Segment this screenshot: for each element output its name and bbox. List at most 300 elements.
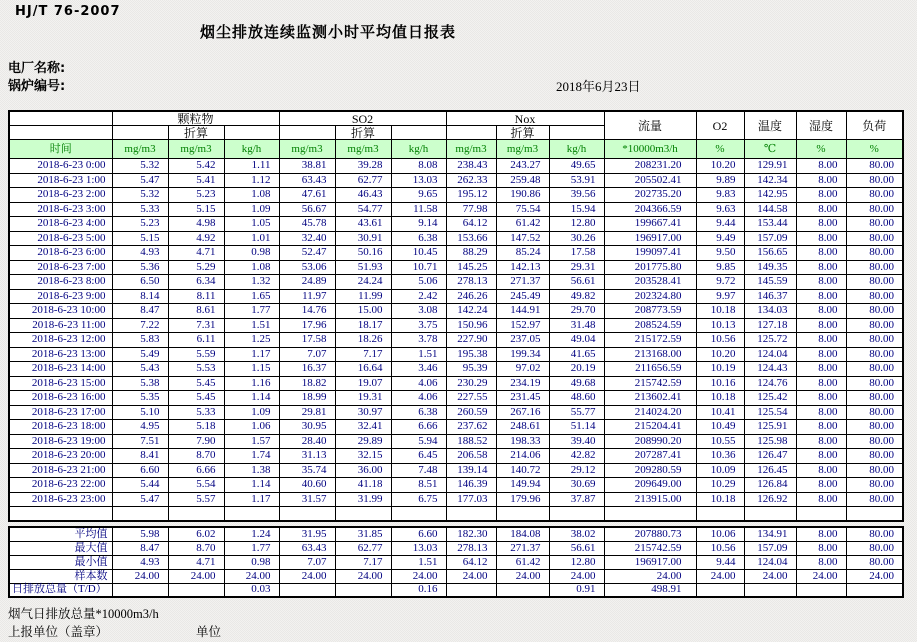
empty-cell: [846, 507, 903, 522]
standard-code: HJ/T 76-2007: [15, 4, 121, 19]
pm-rate-cell: 0.98: [224, 555, 279, 569]
humidity-cell: 8.00: [796, 217, 846, 232]
pm-cell: 24.00: [112, 569, 168, 583]
so2-converted-cell: 29.89: [335, 434, 391, 449]
time-cell: 2018-6-23 8:00: [9, 275, 112, 290]
so2-rate-cell: 10.71: [391, 260, 446, 275]
pm-cell: [112, 583, 168, 597]
load-cell: 80.00: [846, 347, 903, 362]
flow-cell: 208773.59: [604, 304, 696, 319]
so2-rate-cell: 1.51: [391, 555, 446, 569]
nox-converted-cell: 75.54: [496, 202, 549, 217]
pm-cell: 8.14: [112, 289, 168, 304]
header-humidity: 湿度: [796, 111, 846, 140]
flue-gas-daily-total-label: 烟气日排放总量*10000m3/h: [8, 607, 159, 621]
so2-converted-cell: 46.43: [335, 188, 391, 203]
empty-cell: [279, 507, 335, 522]
nox-converted-cell: [496, 583, 549, 597]
pm-rate-cell: 1.14: [224, 391, 279, 406]
nox-rate-cell: 31.48: [549, 318, 604, 333]
so2-cell: 24.00: [279, 569, 335, 583]
so2-rate-cell: 0.16: [391, 583, 446, 597]
header-time: 时间: [9, 140, 112, 159]
pm-rate-cell: 1.08: [224, 260, 279, 275]
temperature-cell: 129.91: [744, 159, 796, 174]
so2-cell: 32.40: [279, 231, 335, 246]
nox-cell: 139.14: [446, 463, 496, 478]
so2-converted-cell: 15.00: [335, 304, 391, 319]
load-cell: 80.00: [846, 405, 903, 420]
flow-cell: 209649.00: [604, 478, 696, 493]
load-cell: 80.00: [846, 304, 903, 319]
pm-rate-cell: 1.06: [224, 420, 279, 435]
flow-cell: 205502.41: [604, 173, 696, 188]
summary-label-cell: 样本数: [9, 569, 112, 583]
o2-cell: 10.56: [696, 541, 744, 555]
humidity-cell: 8.00: [796, 202, 846, 217]
so2-cell: 53.06: [279, 260, 335, 275]
flow-cell: 201775.80: [604, 260, 696, 275]
flow-cell: 211656.59: [604, 362, 696, 377]
temperature-cell: 144.58: [744, 202, 796, 217]
pm-rate-cell: 1.57: [224, 434, 279, 449]
o2-cell: 10.49: [696, 420, 744, 435]
time-cell: 2018-6-23 10:00: [9, 304, 112, 319]
so2-converted-cell: 36.00: [335, 463, 391, 478]
nox-cell: 227.55: [446, 391, 496, 406]
temperature-cell: 127.18: [744, 318, 796, 333]
header-unit: %: [796, 140, 846, 159]
pm-rate-cell: 1.12: [224, 173, 279, 188]
hourly-row: [9, 492, 903, 507]
so2-converted-cell: 16.64: [335, 362, 391, 377]
so2-cell: 56.67: [279, 202, 335, 217]
hourly-row: [9, 231, 903, 246]
pm-converted-cell: 8.11: [168, 289, 224, 304]
pm-cell: 6.50: [112, 275, 168, 290]
so2-cell: 38.81: [279, 159, 335, 174]
summary-row: [9, 555, 903, 569]
time-cell: 2018-6-23 6:00: [9, 246, 112, 261]
pm-converted-cell: 4.71: [168, 246, 224, 261]
hourly-row: [9, 347, 903, 362]
so2-rate-cell: 6.60: [391, 527, 446, 541]
load-cell: 80.00: [846, 289, 903, 304]
header-particulate: 颗粒物: [112, 111, 279, 126]
nox-cell: 77.98: [446, 202, 496, 217]
nox-rate-cell: 30.26: [549, 231, 604, 246]
flow-cell: 208990.20: [604, 434, 696, 449]
so2-cell: 45.78: [279, 217, 335, 232]
report-date: 2018年6月23日: [556, 79, 641, 94]
header-load: 负荷: [846, 111, 903, 140]
pm-converted-cell: 5.29: [168, 260, 224, 275]
header-unit: kg/h: [224, 140, 279, 159]
nox-rate-cell: 51.14: [549, 420, 604, 435]
time-cell: 2018-6-23 19:00: [9, 434, 112, 449]
humidity-cell: 8.00: [796, 434, 846, 449]
o2-cell: 10.06: [696, 527, 744, 541]
empty-cell: [224, 126, 279, 140]
nox-cell: 153.66: [446, 231, 496, 246]
so2-converted-cell: 24.00: [335, 569, 391, 583]
nox-rate-cell: 48.60: [549, 391, 604, 406]
nox-rate-cell: 24.00: [549, 569, 604, 583]
nox-converted-cell: 198.33: [496, 434, 549, 449]
flow-cell: 196917.00: [604, 555, 696, 569]
humidity-cell: 8.00: [796, 159, 846, 174]
o2-cell: 9.72: [696, 275, 744, 290]
nox-cell: 142.24: [446, 304, 496, 319]
header-unit: kg/h: [549, 140, 604, 159]
so2-converted-cell: 41.18: [335, 478, 391, 493]
time-cell: 2018-6-23 12:00: [9, 333, 112, 348]
hourly-row: [9, 420, 903, 435]
humidity-cell: 8.00: [796, 463, 846, 478]
empty-cell: [279, 126, 335, 140]
header-unit: mg/m3: [168, 140, 224, 159]
o2-cell: 10.18: [696, 391, 744, 406]
o2-cell: 10.09: [696, 463, 744, 478]
humidity-cell: 8.00: [796, 246, 846, 261]
summary-row: [9, 527, 903, 541]
hourly-row: [9, 202, 903, 217]
so2-converted-cell: 18.26: [335, 333, 391, 348]
header-nox: Nox: [446, 111, 604, 126]
load-cell: 80.00: [846, 478, 903, 493]
temperature-cell: 24.00: [744, 569, 796, 583]
o2-cell: 9.50: [696, 246, 744, 261]
temperature-cell: 124.04: [744, 555, 796, 569]
load-cell: 80.00: [846, 362, 903, 377]
pm-cell: 5.83: [112, 333, 168, 348]
hourly-row: [9, 304, 903, 319]
o2-cell: 10.55: [696, 434, 744, 449]
so2-converted-cell: 31.99: [335, 492, 391, 507]
so2-cell: 14.76: [279, 304, 335, 319]
o2-cell: 10.18: [696, 304, 744, 319]
so2-rate-cell: 24.00: [391, 569, 446, 583]
load-cell: 80.00: [846, 527, 903, 541]
nox-converted-cell: 142.13: [496, 260, 549, 275]
so2-cell: 18.99: [279, 391, 335, 406]
humidity-cell: 8.00: [796, 405, 846, 420]
empty-cell: [391, 507, 446, 522]
temperature-cell: 125.42: [744, 391, 796, 406]
humidity-cell: 8.00: [796, 555, 846, 569]
pm-cell: 8.47: [112, 541, 168, 555]
so2-rate-cell: 8.08: [391, 159, 446, 174]
humidity-cell: 8.00: [796, 347, 846, 362]
so2-converted-cell: 50.16: [335, 246, 391, 261]
pm-rate-cell: 24.00: [224, 569, 279, 583]
pm-rate-cell: 0.03: [224, 583, 279, 597]
so2-rate-cell: 6.66: [391, 420, 446, 435]
temperature-cell: 125.54: [744, 405, 796, 420]
nox-converted-cell: 61.42: [496, 555, 549, 569]
pm-cell: 8.47: [112, 304, 168, 319]
empty-cell: [604, 507, 696, 522]
so2-cell: 7.07: [279, 555, 335, 569]
nox-converted-cell: 190.86: [496, 188, 549, 203]
o2-cell: 10.18: [696, 492, 744, 507]
load-cell: 80.00: [846, 173, 903, 188]
flow-cell: 202735.20: [604, 188, 696, 203]
so2-cell: 35.74: [279, 463, 335, 478]
nox-cell: 150.96: [446, 318, 496, 333]
nox-cell: 145.25: [446, 260, 496, 275]
so2-cell: [279, 583, 335, 597]
pm-cell: 5.98: [112, 527, 168, 541]
pm-cell: 5.38: [112, 376, 168, 391]
header-converted: 折算: [335, 126, 391, 140]
nox-converted-cell: 24.00: [496, 569, 549, 583]
pm-converted-cell: 4.98: [168, 217, 224, 232]
load-cell: 80.00: [846, 391, 903, 406]
temperature-cell: 134.91: [744, 527, 796, 541]
nox-cell: 238.43: [446, 159, 496, 174]
header-converted: 折算: [168, 126, 224, 140]
nox-cell: 278.13: [446, 275, 496, 290]
empty-cell: [549, 507, 604, 522]
nox-rate-cell: 56.61: [549, 541, 604, 555]
nox-rate-cell: 41.65: [549, 347, 604, 362]
nox-rate-cell: 49.04: [549, 333, 604, 348]
so2-cell: 7.07: [279, 347, 335, 362]
load-cell: 80.00: [846, 449, 903, 464]
flow-cell: 214024.20: [604, 405, 696, 420]
pm-rate-cell: 1.51: [224, 318, 279, 333]
hourly-row: [9, 463, 903, 478]
so2-cell: 52.47: [279, 246, 335, 261]
pm-converted-cell: 8.61: [168, 304, 224, 319]
load-cell: 80.00: [846, 541, 903, 555]
humidity-cell: 8.00: [796, 318, 846, 333]
time-cell: 2018-6-23 15:00: [9, 376, 112, 391]
temperature-cell: 126.84: [744, 478, 796, 493]
temperature-cell: 124.04: [744, 347, 796, 362]
nox-converted-cell: 140.72: [496, 463, 549, 478]
nox-converted-cell: 147.52: [496, 231, 549, 246]
temperature-cell: 126.47: [744, 449, 796, 464]
flow-cell: 196917.00: [604, 231, 696, 246]
nox-rate-cell: 29.31: [549, 260, 604, 275]
so2-converted-cell: 30.97: [335, 405, 391, 420]
load-cell: 80.00: [846, 275, 903, 290]
pm-cell: 5.47: [112, 492, 168, 507]
pm-converted-cell: 7.31: [168, 318, 224, 333]
blank-row: [9, 507, 903, 522]
so2-rate-cell: 6.45: [391, 449, 446, 464]
nox-converted-cell: 144.91: [496, 304, 549, 319]
pm-converted-cell: [168, 583, 224, 597]
nox-converted-cell: 271.37: [496, 275, 549, 290]
time-cell: 2018-6-23 1:00: [9, 173, 112, 188]
pm-converted-cell: 6.66: [168, 463, 224, 478]
nox-rate-cell: 49.65: [549, 159, 604, 174]
flow-cell: 213602.41: [604, 391, 696, 406]
so2-rate-cell: 9.14: [391, 217, 446, 232]
nox-rate-cell: 0.91: [549, 583, 604, 597]
header-unit: kg/h: [391, 140, 446, 159]
unit-label: 单位: [196, 625, 222, 639]
so2-cell: 40.60: [279, 478, 335, 493]
so2-converted-cell: 30.91: [335, 231, 391, 246]
report-title: 烟尘排放连续监测小时平均值日报表: [200, 23, 457, 41]
pm-converted-cell: 7.90: [168, 434, 224, 449]
o2-cell: 9.89: [696, 173, 744, 188]
flow-cell: 215742.59: [604, 541, 696, 555]
hourly-row: [9, 275, 903, 290]
header-temperature: 温度: [744, 111, 796, 140]
so2-converted-cell: 54.77: [335, 202, 391, 217]
header-unit: mg/m3: [446, 140, 496, 159]
nox-rate-cell: 17.58: [549, 246, 604, 261]
time-cell: 2018-6-23 9:00: [9, 289, 112, 304]
o2-cell: 10.16: [696, 376, 744, 391]
so2-cell: 31.57: [279, 492, 335, 507]
header-unit: %: [846, 140, 903, 159]
hourly-row: [9, 260, 903, 275]
so2-cell: 31.13: [279, 449, 335, 464]
nox-converted-cell: 231.45: [496, 391, 549, 406]
flow-cell: 208231.20: [604, 159, 696, 174]
o2-cell: 9.49: [696, 231, 744, 246]
load-cell: 80.00: [846, 434, 903, 449]
flow-cell: 215172.59: [604, 333, 696, 348]
flow-cell: 209280.59: [604, 463, 696, 478]
so2-converted-cell: 31.85: [335, 527, 391, 541]
hourly-row: [9, 405, 903, 420]
pm-rate-cell: 1.15: [224, 362, 279, 377]
load-cell: 80.00: [846, 202, 903, 217]
hourly-row: [9, 376, 903, 391]
flow-cell: 199097.41: [604, 246, 696, 261]
summary-row: [9, 541, 903, 555]
so2-rate-cell: 5.94: [391, 434, 446, 449]
pm-rate-cell: 1.17: [224, 347, 279, 362]
temperature-cell: 157.09: [744, 231, 796, 246]
so2-cell: 63.43: [279, 173, 335, 188]
time-cell: 2018-6-23 0:00: [9, 159, 112, 174]
flow-cell: 204366.59: [604, 202, 696, 217]
temperature-cell: 157.09: [744, 541, 796, 555]
temperature-cell: 125.98: [744, 434, 796, 449]
nox-converted-cell: 259.48: [496, 173, 549, 188]
summary-table: [8, 526, 904, 598]
hourly-row: [9, 362, 903, 377]
time-cell: 2018-6-23 2:00: [9, 188, 112, 203]
so2-rate-cell: 6.75: [391, 492, 446, 507]
empty-cell: [9, 126, 112, 140]
pm-rate-cell: 1.08: [224, 188, 279, 203]
pm-converted-cell: 5.33: [168, 405, 224, 420]
humidity-cell: 8.00: [796, 304, 846, 319]
load-cell: 24.00: [846, 569, 903, 583]
nox-cell: 195.12: [446, 188, 496, 203]
flow-cell: 213168.00: [604, 347, 696, 362]
nox-rate-cell: 30.69: [549, 478, 604, 493]
pm-converted-cell: 5.23: [168, 188, 224, 203]
time-cell: 2018-6-23 4:00: [9, 217, 112, 232]
pm-cell: 8.41: [112, 449, 168, 464]
pm-converted-cell: 5.54: [168, 478, 224, 493]
nox-converted-cell: 245.49: [496, 289, 549, 304]
so2-rate-cell: 8.51: [391, 478, 446, 493]
empty-cell: [224, 507, 279, 522]
pm-cell: 7.22: [112, 318, 168, 333]
so2-rate-cell: 13.03: [391, 541, 446, 555]
o2-cell: 9.85: [696, 260, 744, 275]
temperature-cell: 153.44: [744, 217, 796, 232]
nox-converted-cell: 271.37: [496, 541, 549, 555]
so2-converted-cell: 19.31: [335, 391, 391, 406]
nox-cell: 24.00: [446, 569, 496, 583]
nox-converted-cell: 179.96: [496, 492, 549, 507]
humidity-cell: 24.00: [796, 569, 846, 583]
pm-rate-cell: 1.32: [224, 275, 279, 290]
pm-cell: 5.35: [112, 391, 168, 406]
so2-converted-cell: 43.61: [335, 217, 391, 232]
nox-cell: 237.62: [446, 420, 496, 435]
nox-converted-cell: 152.97: [496, 318, 549, 333]
flow-cell: 199667.41: [604, 217, 696, 232]
flow-cell: 213915.00: [604, 492, 696, 507]
pm-converted-cell: 5.41: [168, 173, 224, 188]
so2-converted-cell: 51.93: [335, 260, 391, 275]
time-cell: 2018-6-23 3:00: [9, 202, 112, 217]
summary-row: [9, 569, 903, 583]
nox-cell: 64.12: [446, 555, 496, 569]
nox-converted-cell: 61.42: [496, 217, 549, 232]
nox-rate-cell: 39.40: [549, 434, 604, 449]
load-cell: 80.00: [846, 159, 903, 174]
humidity-cell: 8.00: [796, 231, 846, 246]
pm-converted-cell: 5.45: [168, 391, 224, 406]
pm-cell: 4.93: [112, 555, 168, 569]
pm-rate-cell: 1.65: [224, 289, 279, 304]
nox-cell: 262.33: [446, 173, 496, 188]
nox-cell: 88.29: [446, 246, 496, 261]
hourly-row: [9, 217, 903, 232]
load-cell: 80.00: [846, 318, 903, 333]
so2-rate-cell: 3.46: [391, 362, 446, 377]
temperature-cell: [744, 583, 796, 597]
so2-converted-cell: [335, 583, 391, 597]
hourly-row: [9, 333, 903, 348]
pm-rate-cell: 1.05: [224, 217, 279, 232]
empty-cell: [112, 126, 168, 140]
header-unit: mg/m3: [279, 140, 335, 159]
humidity-cell: 8.00: [796, 376, 846, 391]
plant-name-label: 电厂名称:: [8, 61, 66, 76]
header-unit: mg/m3: [496, 140, 549, 159]
load-cell: 80.00: [846, 246, 903, 261]
load-cell: 80.00: [846, 231, 903, 246]
nox-converted-cell: 184.08: [496, 527, 549, 541]
o2-cell: 9.44: [696, 555, 744, 569]
time-cell: 2018-6-23 7:00: [9, 260, 112, 275]
load-cell: 80.00: [846, 463, 903, 478]
so2-cell: 18.82: [279, 376, 335, 391]
pm-rate-cell: 1.09: [224, 202, 279, 217]
pm-cell: 5.44: [112, 478, 168, 493]
hourly-row: [9, 289, 903, 304]
empty-cell: [744, 507, 796, 522]
so2-cell: 47.61: [279, 188, 335, 203]
summary-label-cell: 日排放总量（T/D）: [9, 583, 112, 597]
humidity-cell: 8.00: [796, 527, 846, 541]
